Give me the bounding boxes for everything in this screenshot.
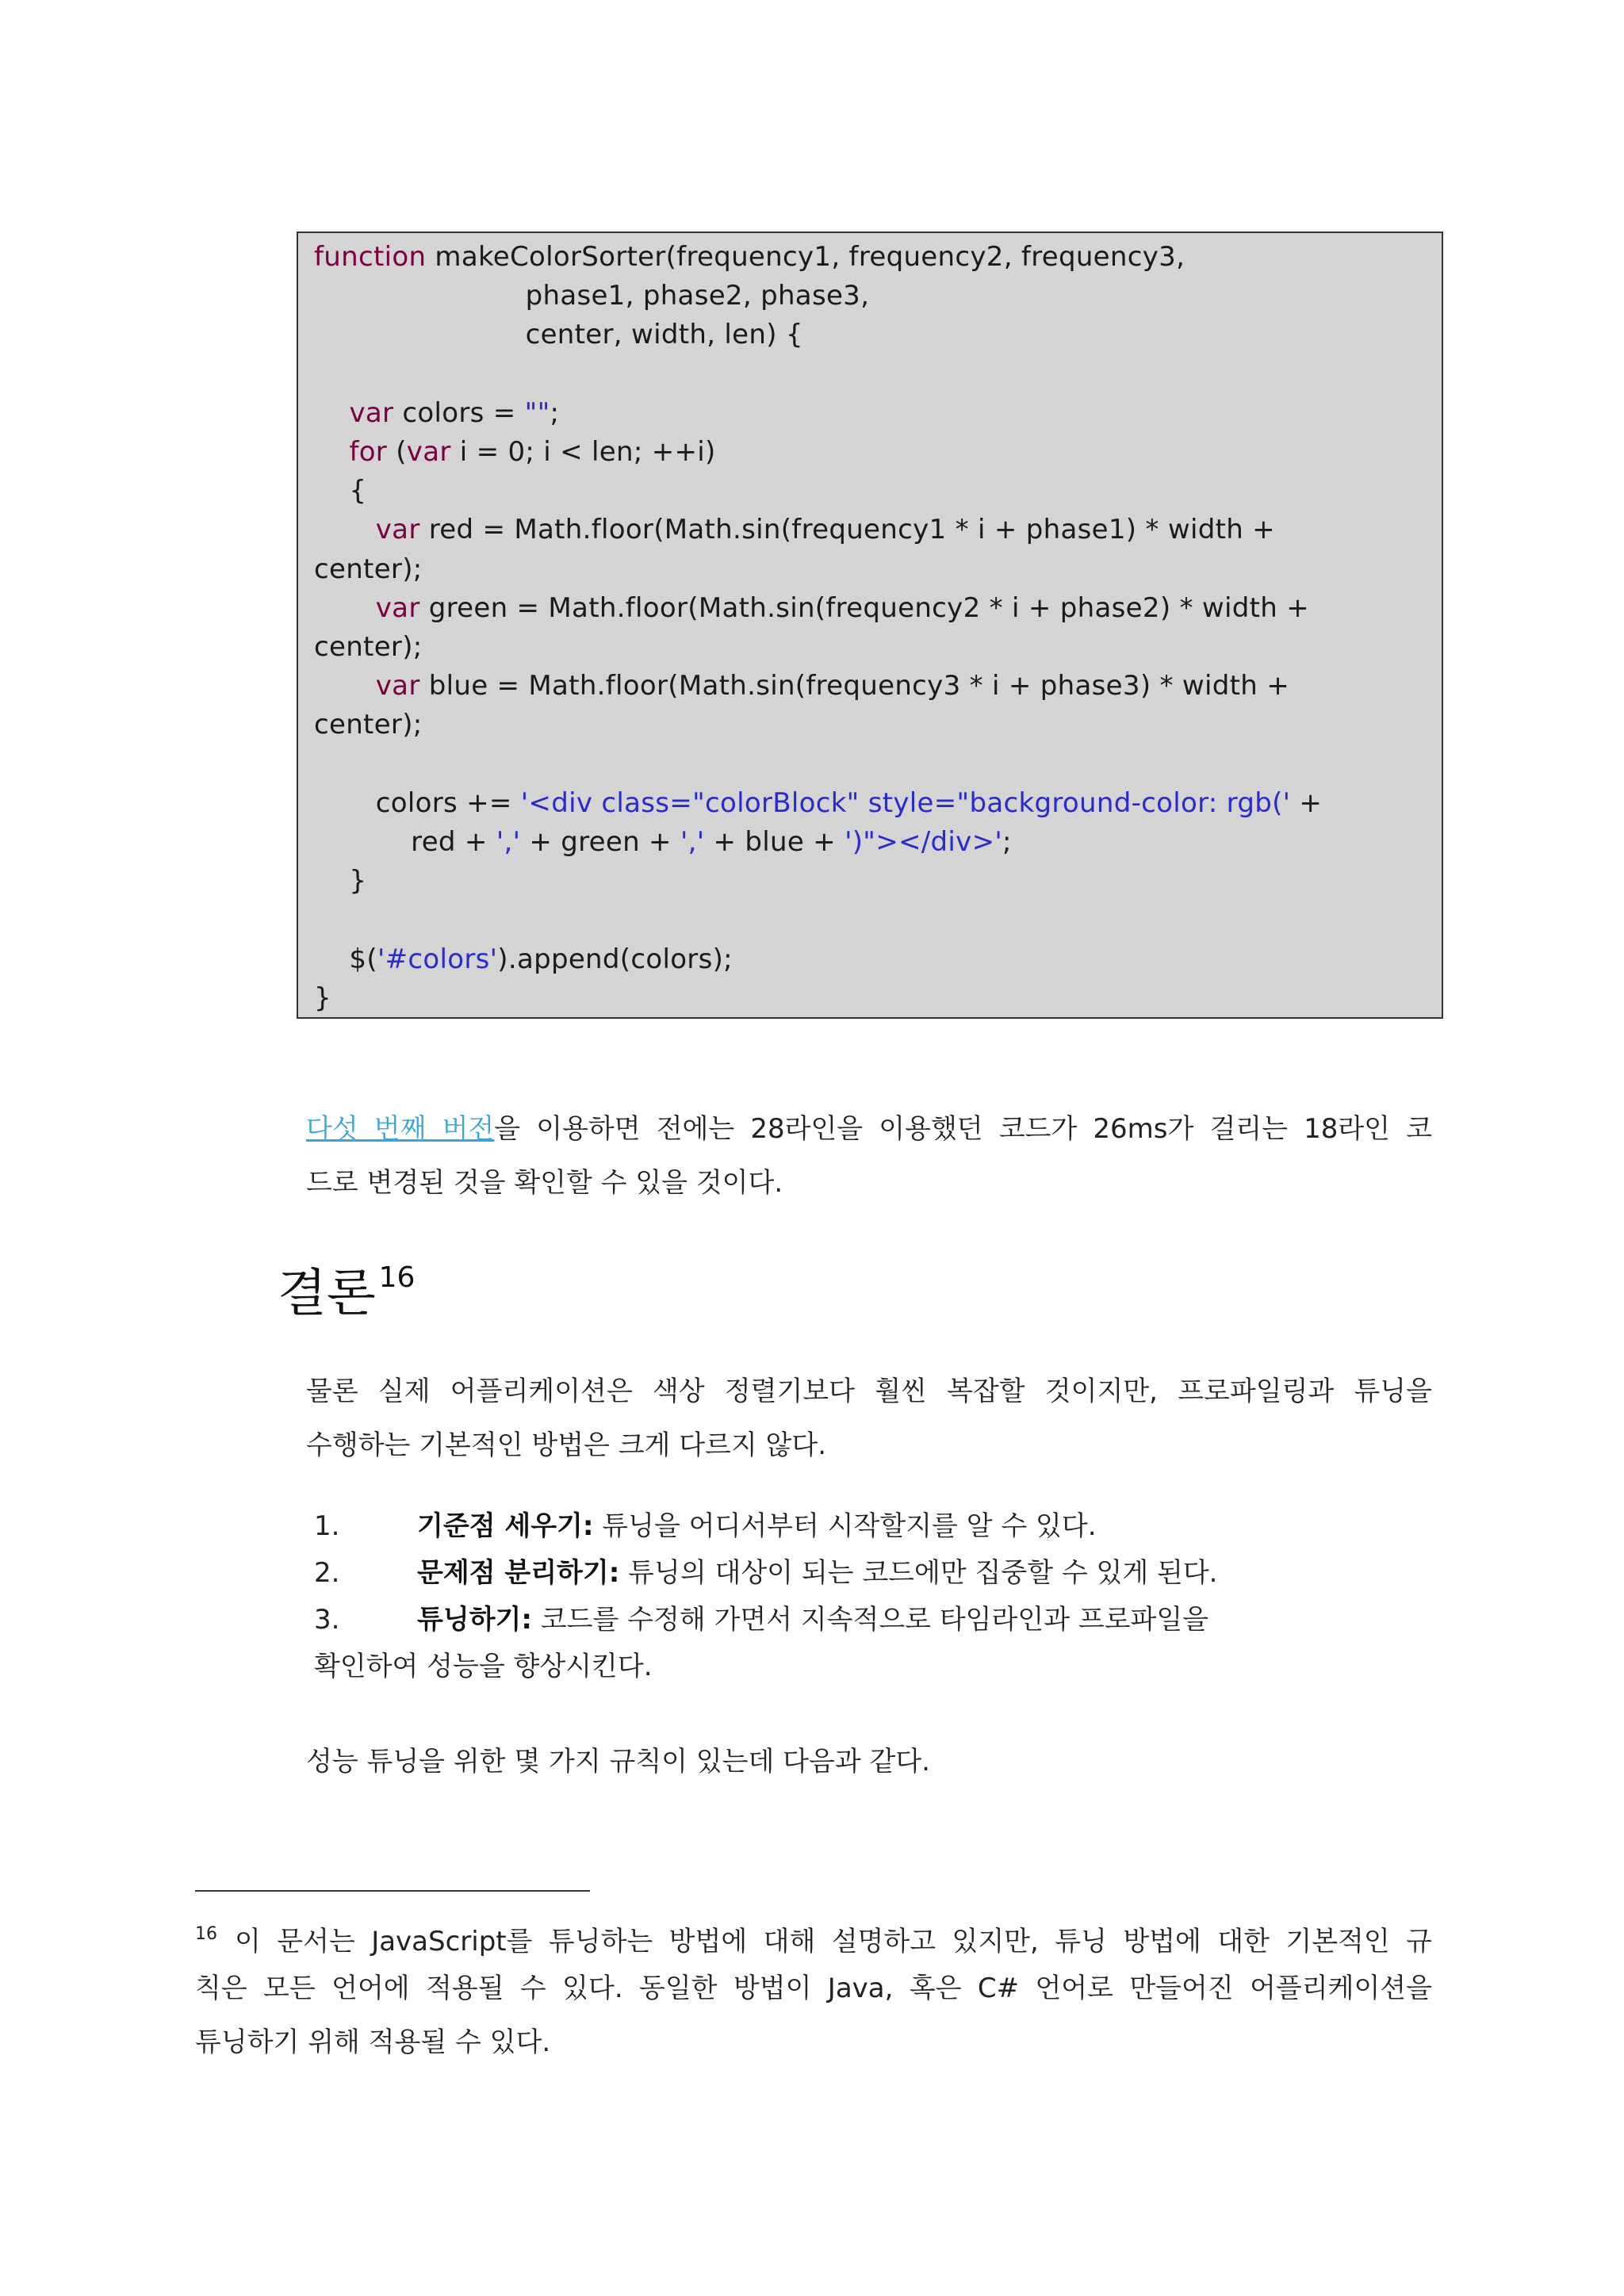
conclusion-line-1: 물론 실제 어플리케이션은 색상 정렬기보다 훨씬 복잡할 것이지만, 프로파일링과 튜닝을 bbox=[306, 1376, 1432, 1407]
code-line bbox=[314, 433, 716, 472]
code-line bbox=[314, 238, 1185, 277]
code-text bbox=[314, 670, 376, 702]
code-text bbox=[314, 436, 349, 468]
code-text: } bbox=[314, 865, 367, 897]
list-title: 문제점 분리하기: bbox=[417, 1557, 620, 1589]
list-item bbox=[314, 1503, 1345, 1550]
code-line bbox=[314, 862, 366, 901]
section-heading-text: 결론 bbox=[278, 1265, 376, 1323]
code-text: + green + bbox=[520, 826, 680, 858]
code-text bbox=[314, 592, 376, 624]
list-number: 3. bbox=[314, 1604, 340, 1636]
footnote bbox=[195, 1908, 1432, 2069]
code-line bbox=[314, 316, 803, 354]
code-string: '<div class="colorBlock" style="background-color: rgb(' bbox=[520, 786, 1291, 819]
code-line bbox=[314, 940, 733, 979]
footnote-line-2: 칙은 모든 언어에 적용될 수 있다. 동일한 방법이 Java, 혹은 C# 언어로 만들어진 어플리케이션을 bbox=[195, 1973, 1432, 2004]
code-keyword: for bbox=[349, 436, 388, 468]
code-text: center, width, len) { bbox=[314, 319, 803, 351]
code-text: makeColorSorter(frequency1, frequency2, frequency3, bbox=[426, 241, 1185, 273]
code-keyword: var bbox=[406, 436, 451, 468]
code-text: } bbox=[314, 982, 331, 1014]
rules-intro bbox=[306, 1735, 1432, 1789]
footnote-line-3: 튜닝하기 위해 적용될 수 있다. bbox=[195, 2026, 551, 2058]
code-text: ; bbox=[1002, 826, 1012, 858]
code-string: '#colors' bbox=[377, 943, 498, 975]
list-text: 코드를 수정해 가면서 지속적으로 타임라인과 프로파일을 bbox=[531, 1604, 1209, 1636]
fifth-version-link[interactable]: 다섯 번째 버전 bbox=[306, 1113, 495, 1145]
code-text: i = 0; i < len; ++i) bbox=[450, 436, 716, 468]
code-keyword: var bbox=[349, 396, 394, 429]
code-line bbox=[314, 628, 423, 667]
list-title: 튜닝하기: bbox=[417, 1604, 532, 1636]
code-line bbox=[314, 589, 1309, 628]
code-text: { bbox=[314, 475, 367, 507]
code-text: + blue + bbox=[704, 826, 845, 858]
code-text: center); bbox=[314, 631, 423, 663]
code-line bbox=[314, 472, 366, 511]
code-line bbox=[314, 511, 1275, 549]
code-text bbox=[314, 514, 376, 545]
intro-paragraph bbox=[306, 1102, 1432, 1210]
code-text: ( bbox=[387, 436, 407, 468]
list-text: 튜닝을 어디서부터 시작할지를 알 수 있다. bbox=[593, 1510, 1097, 1542]
code-text: + bbox=[1290, 786, 1323, 819]
intro-line-1 bbox=[306, 1102, 1432, 1156]
code-keyword: var bbox=[375, 591, 420, 624]
heading-footnote-ref[interactable]: 16 bbox=[378, 1261, 416, 1294]
code-line bbox=[314, 550, 423, 589]
footnote-number: 16 bbox=[195, 1924, 217, 1944]
code-line bbox=[314, 394, 559, 433]
code-text: colors = bbox=[393, 396, 525, 429]
code-line bbox=[314, 823, 1012, 862]
code-string: ')"></div>' bbox=[845, 826, 1003, 858]
footnote-line-1 bbox=[195, 1908, 1432, 1961]
code-line bbox=[314, 277, 869, 316]
code-text: center); bbox=[314, 553, 423, 585]
list-title: 기준점 세우기: bbox=[417, 1510, 594, 1542]
code-text: ).append(colors); bbox=[497, 943, 733, 975]
code-text: center); bbox=[314, 709, 423, 741]
intro-line-1-text: 을 이용하면 전에는 28라인을 이용했던 코드가 26ms가 걸리는 18라인 코 bbox=[494, 1113, 1432, 1145]
code-keyword: function bbox=[314, 241, 427, 273]
code-string: ',' bbox=[496, 826, 521, 858]
code-text: colors += bbox=[314, 786, 521, 819]
intro-line-2: 드로 변경된 것을 확인할 수 있을 것이다. bbox=[306, 1167, 783, 1199]
list-item bbox=[314, 1550, 1345, 1597]
code-keyword: var bbox=[375, 514, 420, 546]
code-string: ',' bbox=[680, 826, 705, 858]
code-text: red + bbox=[314, 826, 496, 858]
code-line bbox=[314, 784, 1322, 823]
code-text bbox=[314, 397, 349, 429]
conclusion-line-2: 수행하는 기본적인 방법은 크게 다르지 않다. bbox=[306, 1429, 827, 1461]
code-text: $( bbox=[314, 943, 377, 975]
code-line bbox=[314, 667, 1289, 706]
list-number: 2. bbox=[314, 1557, 340, 1589]
footnote-line-1-text: 이 문서는 JavaScript를 튜닝하는 방법에 대해 설명하고 있지만, 튜닝 방법에 대한 기본적인 규 bbox=[235, 1926, 1432, 1957]
rules-intro-line: 성능 튜닝을 위한 몇 가지 규칙이 있는데 다음과 같다. bbox=[306, 1746, 930, 1777]
code-keyword: var bbox=[375, 670, 420, 702]
code-line bbox=[314, 979, 331, 1018]
code-text: blue = Math.floor(Math.sin(frequency3 * i + phase3) * width + bbox=[419, 670, 1290, 702]
list-item bbox=[314, 1597, 1345, 1644]
code-text: red = Math.floor(Math.sin(frequency1 * i + phase1) * width + bbox=[419, 514, 1275, 546]
list-number: 1. bbox=[314, 1510, 340, 1542]
code-string: "" bbox=[524, 396, 550, 429]
list-text: 튜닝의 대상이 되는 코드에만 집중할 수 있게 된다. bbox=[619, 1557, 1218, 1589]
code-line bbox=[314, 706, 423, 744]
section-heading bbox=[278, 1246, 415, 1326]
code-block bbox=[297, 232, 1443, 1019]
code-text: phase1, phase2, phase3, bbox=[314, 280, 870, 312]
list-item-continuation: 확인하여 성능을 향상시킨다. bbox=[314, 1651, 653, 1682]
conclusion-paragraph bbox=[306, 1364, 1432, 1472]
code-text: ; bbox=[550, 396, 560, 429]
code-text: green = Math.floor(Math.sin(frequency2 * i + phase2) * width + bbox=[419, 591, 1310, 624]
footnote-divider bbox=[195, 1890, 590, 1892]
